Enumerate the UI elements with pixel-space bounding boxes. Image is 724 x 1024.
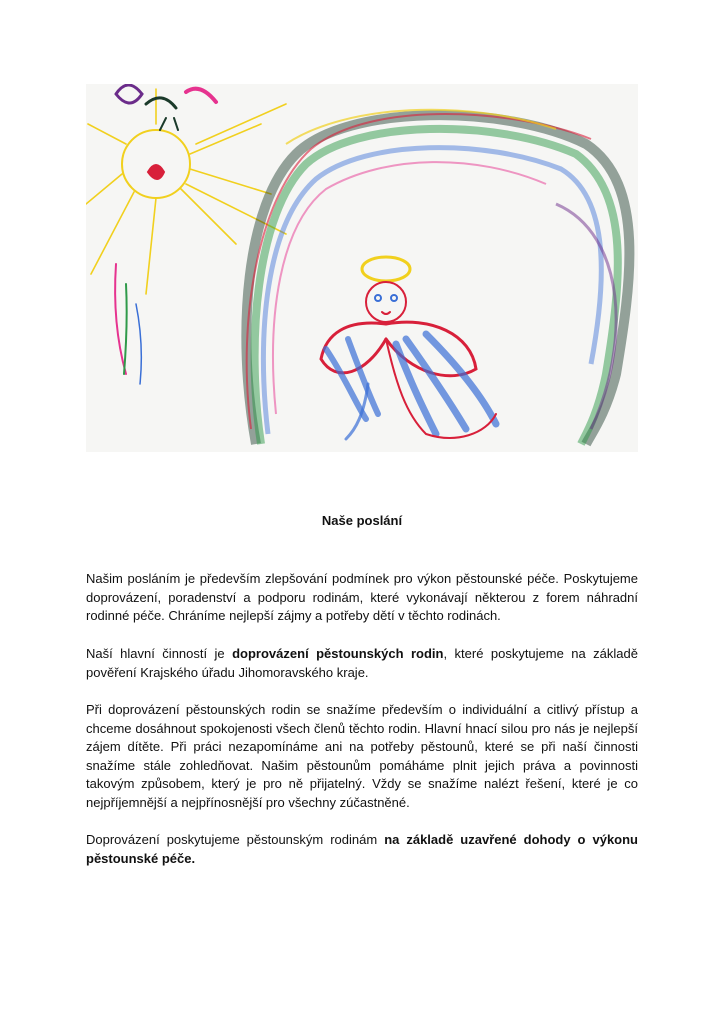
section-heading: Naše poslání: [321, 513, 403, 528]
paragraph-main-activity-bold: doprovázení pěstounských rodin: [232, 646, 444, 661]
paragraph-main-activity-intro: Naší hlavní činností je: [86, 646, 233, 661]
paragraph-main-activity-rest: , které poskytujeme na základě pověření Krajského úřadu Jihomoravského kraje.: [86, 646, 638, 680]
paragraph-approach: Při doprovázení pěstounských rodin se snažíme především o individuální a citlivý přístup a chceme dosáhnout spokojenosti všech členů těchto rodin. Hlavní hnací silou pro nás je nejlepší zájem dítěte. Při práci nezapomínáme ani na potřeby pěstounů, které se při naší činnosti snažíme stále zohledňovat. Našim pěstounům pomáháme plnit jejich práva a povinnosti takovým způsobem, který je pro ně přijatelný. Vždy se snažíme nalézt řešení, které je co nejpříjemnější a nejpřínosnější pro všechny zúčastněné.: [86, 702, 638, 810]
child-drawing-svg: [86, 84, 638, 452]
paragraph-agreement: [86, 831, 638, 868]
paragraph-mission: Našim posláním je především zlepšování podmínek pro výkon pěstounské péče. Poskytujeme doprovázení, poradenství a podporu rodinám, které vykonávají některou z forem náhradní rodinné péče. Chráníme nejlepší zájmy a potřeby dětí v těchto rodinách.: [86, 571, 638, 623]
child-drawing: [86, 84, 638, 452]
paragraph-main-activity: [86, 645, 638, 682]
paragraph-agreement-intro: Doprovázení poskytujeme pěstounským rodinám: [86, 832, 385, 847]
paragraph-agreement-bold: na základě uzavřené dohody o výkonu pěstounské péče.: [86, 832, 638, 866]
